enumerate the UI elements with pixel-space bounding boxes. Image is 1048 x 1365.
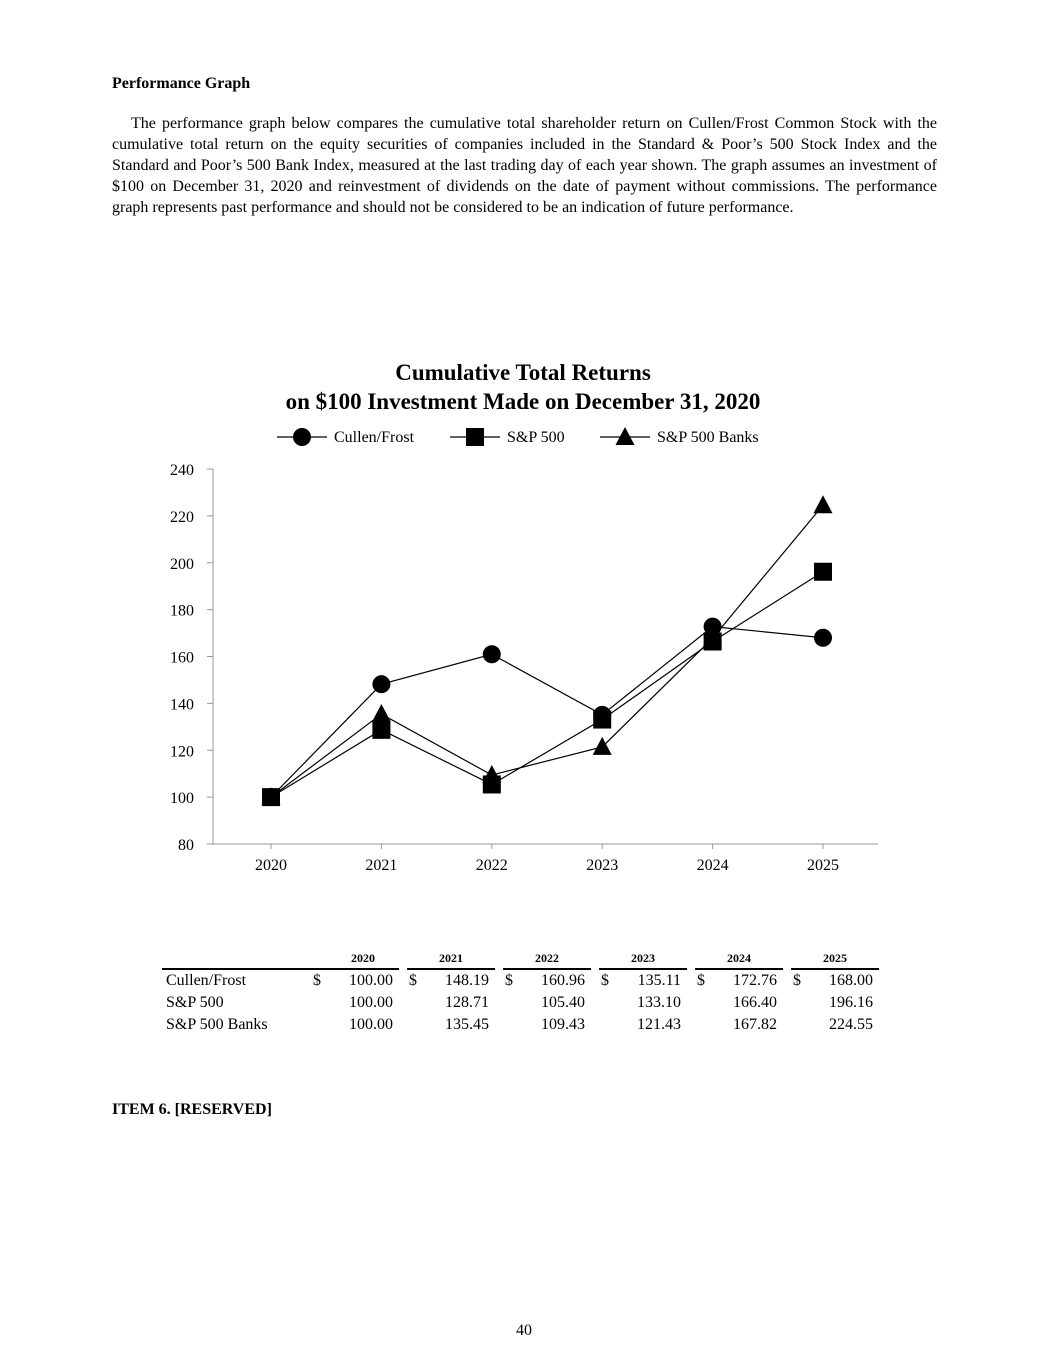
table-cell: 160.96 [541,972,585,989]
table-cell: 167.82 [733,1016,777,1033]
table-year-2022: 2022 [503,951,591,970]
table-cell: 100.00 [349,972,393,989]
y-tick-label: 100 [170,790,194,808]
table-header-blank [162,951,311,970]
table-cell: 109.43 [541,1016,585,1033]
table-year-2024: 2024 [695,951,783,970]
returns-table [162,951,879,1036]
x-tick-label: 2024 [696,857,729,874]
section-heading: Performance Graph [112,75,251,92]
square-point [372,721,390,739]
circle-legend-marker [293,428,311,446]
x-tick-label: 2022 [475,857,508,874]
currency-symbol: $ [505,972,513,989]
table-cell: 133.10 [637,994,681,1011]
row-label: S&P 500 Banks [166,1016,268,1033]
legend-label: S&P 500 [507,429,565,446]
triangle-point [372,704,391,722]
intro-paragraph: The performance graph below compares the cumulative total shareholder return on Cullen/Frost Common Stock with the cumulative total return on the equity securities of companies included in the Standard & Poor’s 500 Stock Index and the Standard and Poor’s 500 Bank Index, measured at the last trading day of each year shown. The graph assumes an investment of $100 on December 31, 2020 and reinvestment of dividends on the date of payment without commissions. The performance graph represents past performance and should not be considered to be an indication of future performance. [112,115,937,216]
triangle-point [814,495,833,513]
y-tick-label: 160 [170,649,194,667]
performance-chart [150,350,910,890]
triangle-legend-marker [616,427,635,445]
legend-label: Cullen/Frost [334,429,415,446]
table-cell: 135.11 [637,972,681,989]
currency-symbol: $ [697,972,705,989]
y-tick-label: 240 [170,462,194,479]
table-cell: 168.00 [829,972,873,989]
circle-point [372,675,390,693]
chart-axes [170,462,878,874]
table-cell: 148.19 [445,972,489,989]
circle-point [483,645,501,663]
item-6-heading: ITEM 6. [RESERVED] [112,1101,272,1118]
table-cell: 105.40 [541,994,585,1011]
y-tick-label: 140 [170,696,194,714]
table-cell: 100.00 [349,994,393,1011]
row-label: S&P 500 [166,994,224,1011]
table-header-row [162,951,879,970]
chart-title: Cumulative Total Returns [395,360,651,385]
chart-legend [277,427,759,446]
table-cell: 196.16 [829,994,873,1011]
square-point [814,563,832,581]
x-tick-label: 2020 [255,857,287,874]
x-tick-label: 2021 [365,857,398,874]
table-cell: 128.71 [445,994,489,1011]
table-year-2025: 2025 [791,951,879,970]
table-cell: 135.45 [445,1016,489,1033]
y-tick-label: 120 [170,743,194,761]
x-tick-label: 2023 [586,857,619,874]
table-cell: 100.00 [349,1016,393,1033]
square-point [593,711,611,729]
x-tick-label: 2025 [807,857,839,874]
y-tick-label: 80 [178,837,194,854]
circle-point [814,629,832,647]
table-cell: 224.55 [829,1016,873,1033]
table-row [162,1014,879,1036]
page-number: 40 [516,1322,532,1339]
table-year-2021: 2021 [407,951,495,970]
y-tick-label: 220 [170,508,194,526]
square-legend-marker [466,428,484,446]
table-year-2023: 2023 [599,951,687,970]
currency-symbol: $ [601,972,609,989]
table-row [162,970,879,992]
chart-series [262,495,833,806]
table-cell: 172.76 [733,972,777,989]
series-line [271,627,823,798]
row-label: Cullen/Frost [166,972,247,989]
currency-symbol: $ [409,972,417,989]
currency-symbol: $ [313,972,321,989]
triangle-point [482,765,501,783]
series-line [271,505,823,797]
table-header-gap [311,951,327,970]
legend-label: S&P 500 Banks [657,429,759,446]
table-row [162,992,879,1014]
y-tick-label: 180 [170,602,194,620]
y-tick-label: 200 [170,555,194,573]
currency-symbol: $ [793,972,801,989]
table-cell: 121.43 [637,1016,681,1033]
table-cell: 166.40 [733,994,777,1011]
table-year-2020: 2020 [327,951,399,970]
chart-subtitle: on $100 Investment Made on December 31, 2020 [285,389,761,414]
